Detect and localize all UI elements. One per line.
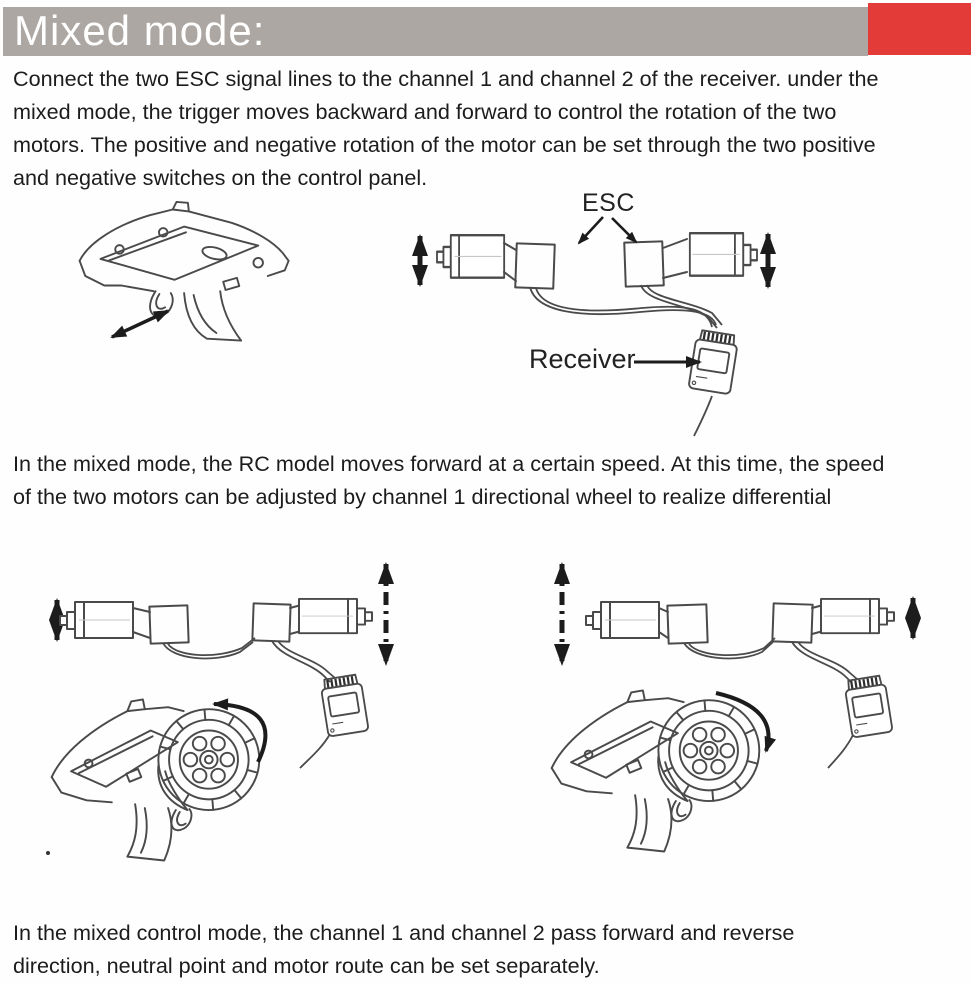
- motor-esc-connector: [663, 239, 687, 278]
- esc-box-right: [624, 241, 664, 286]
- intro-paragraph: [13, 62, 879, 194]
- section-header: [3, 7, 868, 56]
- differential-diagrams: [0, 546, 971, 918]
- receiver-box: [844, 675, 893, 738]
- text-line: mixed mode, the trigger moves backward and forward to control the rotation of the two: [13, 99, 837, 124]
- esc-receiver-wire: [272, 641, 335, 682]
- steering-transmitter-left: [52, 699, 260, 860]
- differential-diagram-left: [46, 564, 386, 860]
- red-accent-block: [868, 3, 971, 55]
- motor-esc-connector: [504, 243, 516, 281]
- motor-right-icon: [821, 599, 894, 633]
- text-line: and negative switches on the control panel.: [13, 165, 428, 190]
- transmitter-top-illustration: [80, 202, 289, 341]
- receiver-antenna-wire: [300, 734, 330, 768]
- esc-pointer-arrows: [579, 217, 636, 243]
- trigger-direction-arrow: [112, 311, 168, 337]
- mixed-control-paragraph: [13, 916, 794, 982]
- text-line: of the two motors can be adjusted by channel 1 directional wheel to realize differential: [13, 484, 832, 509]
- text-line: motors. The positive and negative rotation of the motor can be set through the two positive: [13, 132, 876, 157]
- motor-right-icon: [690, 233, 757, 275]
- esc-esc-wire: [684, 638, 775, 658]
- esc-esc-wire: [163, 638, 255, 658]
- text-line: In the mixed mode, the RC model moves forward at a certain speed. At this time, the speed: [13, 451, 885, 476]
- motor-esc-connector: [133, 608, 150, 638]
- section-title: Mixed mode:: [14, 7, 266, 54]
- stray-dot: [46, 851, 50, 855]
- text-line: direction, neutral point and motor route can be set separately.: [13, 953, 600, 978]
- motor-left-icon: [60, 602, 133, 638]
- esc-receiver-wire: [792, 642, 857, 683]
- receiver-antenna-wire: [694, 396, 712, 436]
- motor-right-icon: [299, 599, 372, 633]
- esc-box: [149, 605, 188, 643]
- motor-left-icon: [437, 235, 504, 277]
- text-line: In the mixed control mode, the channel 1 and channel 2 pass forward and reverse: [13, 920, 795, 945]
- receiver-label: Receiver: [529, 344, 636, 374]
- wiring-diagram-top: [0, 186, 971, 448]
- mixed-mode-paragraph: [13, 447, 884, 513]
- receiver-antenna-wire: [828, 735, 853, 768]
- esc-box: [252, 603, 290, 641]
- steering-transmitter-right: [552, 690, 760, 851]
- motor-left-icon: [586, 602, 659, 638]
- esc-box: [772, 603, 812, 642]
- esc-box: [667, 604, 707, 643]
- esc-receiver-wires: [530, 285, 722, 328]
- esc-box-left: [515, 243, 555, 288]
- differential-diagram-right: [552, 564, 913, 851]
- text-line: Connect the two ESC signal lines to the channel 1 and channel 2 of the receiver. under the: [13, 66, 879, 91]
- esc-label: ESC: [582, 189, 635, 217]
- receiver-box: [320, 674, 369, 737]
